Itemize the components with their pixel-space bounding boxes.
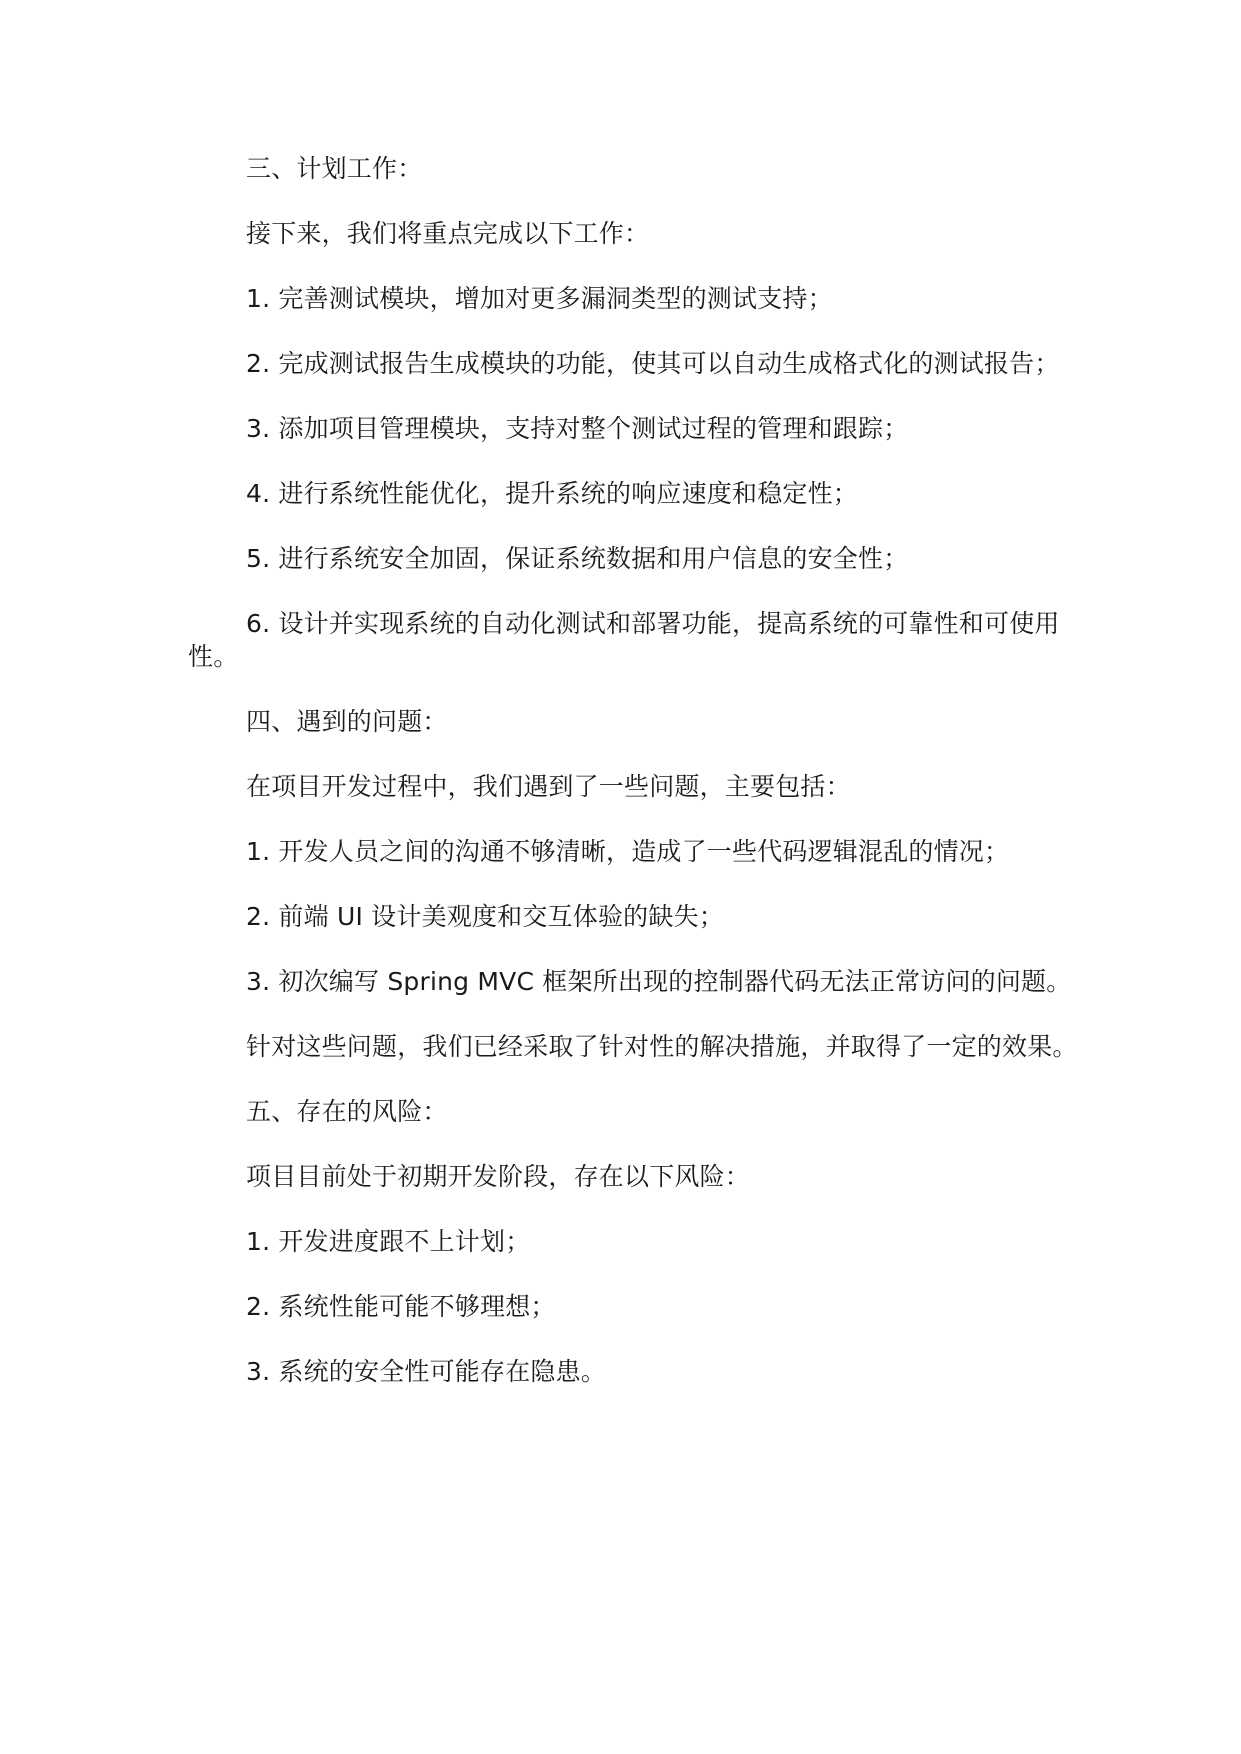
paragraph-problems-intro: 在项目开发过程中，我们遇到了一些问题，主要包括： — [246, 772, 851, 801]
list-item-risk-1: 1. 开发进度跟不上计划； — [246, 1227, 531, 1256]
list-item-risk-2: 2. 系统性能可能不够理想； — [246, 1292, 556, 1321]
list-item-plan-6: 6. 设计并实现系统的自动化测试和部署功能，提高系统的可靠性和可使用性。 — [188, 609, 1060, 671]
list-item-plan-3: 3. 添加项目管理模块，支持对整个测试过程的管理和跟踪； — [246, 414, 909, 443]
list-item-problem-3: 3. 初次编写 Spring MVC 框架所出现的控制器代码无法正常访问的问题。 — [246, 967, 1072, 996]
section-heading-problems: 四、遇到的问题： — [246, 707, 448, 736]
list-item-plan-5: 5. 进行系统安全加固，保证系统数据和用户信息的安全性； — [246, 544, 909, 573]
list-item-problem-2: 2. 前端 UI 设计美观度和交互体验的缺失； — [246, 902, 724, 931]
document-body — [188, 152, 1088, 1420]
section-heading-plan: 三、计划工作： — [246, 154, 423, 183]
paragraph-plan-intro: 接下来，我们将重点完成以下工作： — [246, 219, 650, 248]
paragraph-risks-intro: 项目目前处于初期开发阶段，存在以下风险： — [246, 1162, 751, 1191]
list-item-plan-4: 4. 进行系统性能优化，提升系统的响应速度和稳定性； — [246, 479, 859, 508]
list-item-plan-1: 1. 完善测试模块，增加对更多漏洞类型的测试支持； — [246, 284, 833, 313]
paragraph-problems-summary: 针对这些问题，我们已经采取了针对性的解决措施，并取得了一定的效果。 — [246, 1032, 1078, 1061]
list-item-plan-2: 2. 完成测试报告生成模块的功能，使其可以自动生成格式化的测试报告； — [246, 349, 1060, 378]
list-item-problem-1: 1. 开发人员之间的沟通不够清晰，造成了一些代码逻辑混乱的情况； — [246, 837, 1010, 866]
list-item-risk-3: 3. 系统的安全性可能存在隐患。 — [246, 1357, 607, 1386]
section-heading-risks: 五、存在的风险： — [246, 1097, 448, 1126]
